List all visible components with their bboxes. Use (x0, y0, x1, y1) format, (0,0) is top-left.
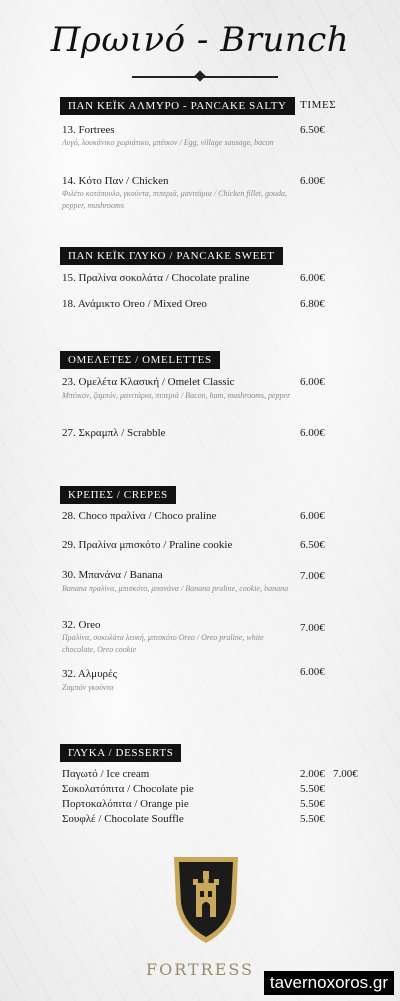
menu-item-price: 6.00€ (300, 510, 325, 522)
menu-item-name: 14. Κότο Παν / Chicken (62, 175, 169, 187)
menu-item-price: 6.00€ (300, 427, 325, 439)
menu-item-description: Ζαμπόν γκούντα (62, 683, 114, 692)
prices-header: ΤΙΜΕΣ (300, 99, 337, 111)
menu-item-name: 30. Μπανάνα / Banana (62, 569, 163, 581)
menu-item-price: 5.50€ (300, 783, 325, 795)
menu-item-price: 7.00€ (300, 622, 325, 634)
brand-logo-text: FORTRESS (145, 960, 255, 979)
menu-item-name: Πορτοκαλόπιτα / Orange pie (62, 798, 189, 810)
menu-item-description: Banana πραλίνα, μπισκότο, μπανάνα / Banana praline, cookie, banana (62, 584, 289, 593)
section-header-desserts: ΓΛΥΚΑ / DESSERTS (60, 744, 181, 762)
menu-item-name: Σουφλέ / Chocolate Souffle (62, 813, 184, 825)
menu-item-description: Φιλέτο κοτόπουλο, γκούντα, πιπεριά, μανιτάρια / Chicken fillet, gouda, pepper, mushrooms (62, 189, 287, 210)
menu-item-price: 6.50€ (300, 539, 325, 551)
section-header-pancake-salty: ΠΑΝ ΚΕΪΚ ΑΛΜΥΡΟ - PANCAKE SALTY (60, 97, 295, 115)
menu-item-price: 5.50€ (300, 813, 325, 825)
menu-item-price: 6.00€ (300, 272, 325, 284)
menu-item-description: Αυγό, λουκάνικο χωριάτικο, μπέικον / Egg, village sausage, bacon (62, 138, 274, 147)
section-header-omelettes: ΟΜΕΛΕΤΕΣ / OMELETTES (60, 351, 220, 369)
menu-item-price: 6.00€ (300, 175, 325, 187)
menu-item-name: Σοκολατόπιτα / Chocolate pie (62, 783, 194, 795)
menu-item-price: 2.00€ (300, 768, 325, 780)
menu-item-name: 29. Πραλίνα μπισκότο / Praline cookie (62, 539, 233, 551)
menu-item-price-large: 7.00€ (333, 768, 358, 780)
menu-item-price: 6.00€ (300, 666, 325, 678)
menu-item-price: 6.50€ (300, 124, 325, 136)
menu-item-name: 15. Πραλίνα σοκολάτα / Chocolate praline (62, 272, 250, 284)
menu-item-name: 28. Choco πραλίνα / Choco praline (62, 510, 217, 522)
menu-item-name: 13. Fortrees (62, 124, 115, 136)
menu-item-price: 6.00€ (300, 376, 325, 388)
menu-item-name: 32. Αλμυρές (62, 668, 117, 680)
menu-item-price: 6.80€ (300, 298, 325, 310)
menu-title: Πρωινό - Brunch (50, 20, 350, 60)
castle-shield-icon (172, 853, 240, 945)
menu-item-description: Πραλίνα, σοκολάτα λευκή, μπισκότο Oreo / Oreo praline, white chocolate, Oreo cookie (62, 633, 264, 654)
section-header-pancake-sweet: ΠΑΝ ΚΕΪΚ ΓΛΥΚΟ / PANCAKE SWEET (60, 247, 283, 265)
menu-item-name: 18. Ανάμικτο Oreo / Mixed Oreo (62, 298, 207, 310)
menu-item-description: Μπέικον, ζαμπόν, μανιτάρια, πιπεριά / Bacon, ham, mushrooms, pepper (62, 391, 291, 400)
menu-item-name: 27. Σκραμπλ / Scrabble (62, 427, 166, 439)
menu-item-price: 7.00€ (300, 570, 325, 582)
menu-item-name: 32. Oreo (62, 619, 101, 631)
menu-item-name: 23. Ομελέτα Κλασική / Omelet Classic (62, 376, 235, 388)
menu-item-price: 5.50€ (300, 798, 325, 810)
watermark: tavernoxoros.gr (264, 971, 394, 995)
menu-item-name: Παγωτό / Ice cream (62, 768, 150, 780)
section-header-crepes: ΚΡΕΠΕΣ / CREPES (60, 486, 176, 504)
